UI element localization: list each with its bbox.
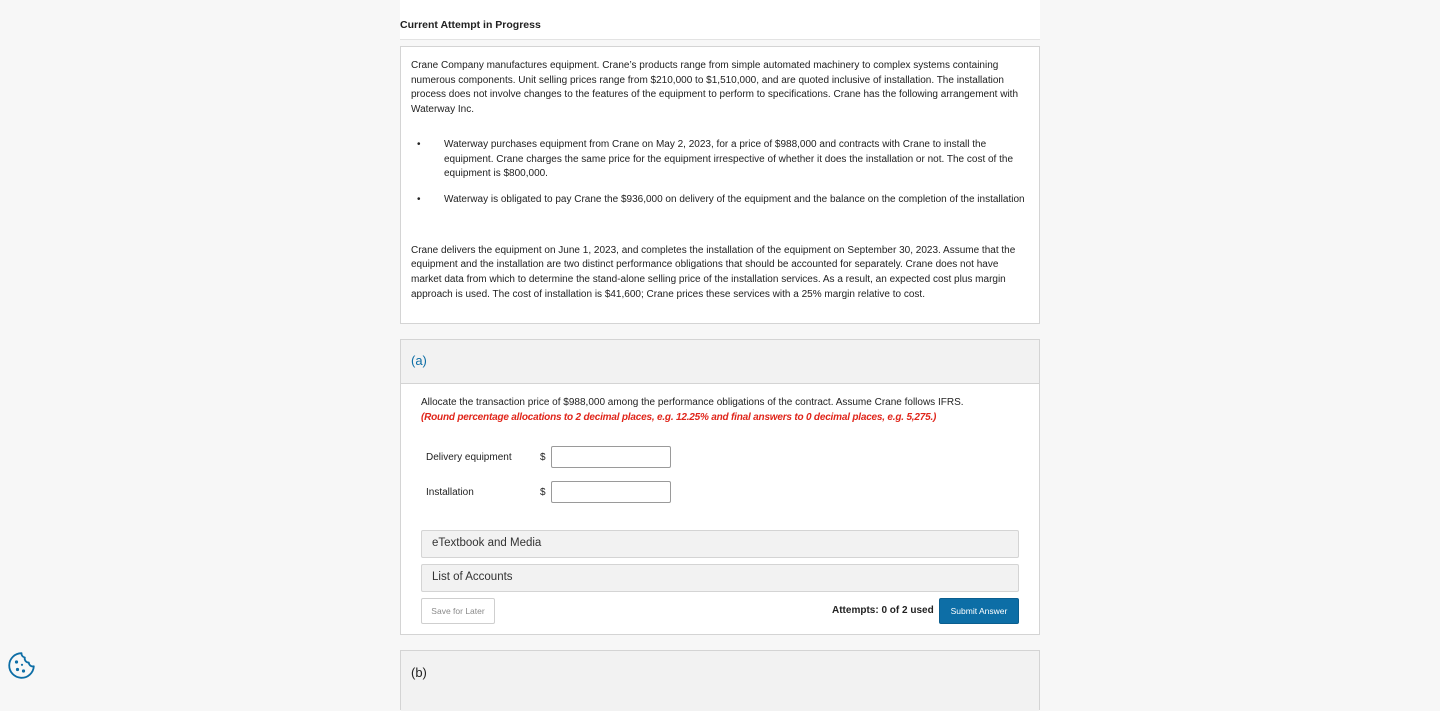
- attempt-title: Current Attempt in Progress: [400, 19, 541, 31]
- problem-intro: Crane Company manufactures equipment. Crane’s products range from simple automated machinery to complex systems containing numerous components. Unit selling prices range from $210,000 to $1,510,000, and are quoted inclusive of installation. The installation process does not involve changes to the features of the equipment to perform to specifications. Crane has the following arrangement with Waterway Inc.: [411, 60, 1019, 116]
- rounding-note: (Round percentage allocations to 2 decimal places, e.g. 12.25% and final answers to 0 decimal places, e.g. 5,275.): [421, 412, 937, 423]
- part-a-label: (a): [411, 353, 427, 368]
- part-a-panel: [400, 339, 1040, 635]
- bullet-icon: •: [417, 138, 421, 150]
- part-b-panel: [400, 650, 1040, 710]
- cookie-icon[interactable]: [7, 651, 36, 680]
- submit-answer-button[interactable]: Submit Answer: [939, 598, 1019, 624]
- bullet-text: Waterway purchases equipment from Crane on May 2, 2023, for a price of $988,000 and contracts with Crane to install the equipment. Crane charges the same price for the equipment irrespective of whether it does the installation or not. The cost of the equipment is $800,000.: [444, 138, 1014, 180]
- installation-label: Installation: [426, 486, 474, 498]
- part-b-label: (b): [411, 665, 427, 680]
- save-for-later-button[interactable]: Save for Later: [421, 598, 495, 624]
- attempt-bar: [400, 0, 1040, 40]
- currency-symbol: $: [540, 486, 546, 498]
- main-column: [400, 0, 1040, 680]
- list-item: [417, 193, 1029, 208]
- installation-input[interactable]: [551, 481, 671, 503]
- bullet-icon: •: [417, 193, 421, 205]
- etextbook-media-label: eTextbook and Media: [432, 537, 542, 549]
- etextbook-media-bar[interactable]: [421, 530, 1019, 558]
- part-a-body: [401, 384, 1039, 425]
- delivery-equipment-row: [426, 446, 671, 468]
- problem-bullet-list: [411, 138, 1029, 208]
- bullet-text: Waterway is obligated to pay Crane the $936,000 on delivery of the equipment and the balance on the completion of the installation: [444, 193, 1025, 205]
- attempts-counter: Attempts: 0 of 2 used: [832, 605, 934, 616]
- list-item: [417, 138, 1029, 182]
- part-b-header[interactable]: [401, 651, 1039, 711]
- part-a-instruction: Allocate the transaction price of $988,000 among the performance obligations of the contract. Assume Crane follows IFRS.: [421, 397, 964, 408]
- delivery-equipment-label: Delivery equipment: [426, 451, 512, 463]
- currency-symbol: $: [540, 451, 546, 463]
- delivery-equipment-input[interactable]: [551, 446, 671, 468]
- cookie-icon-graphic: [7, 651, 36, 680]
- problem-closing: Crane delivers the equipment on June 1, 2023, and completes the installation of the equipment on September 30, 2023. Assume that the equipment and the installation are two distinct performance obligations that should be accounted for separately. Crane does not have market data from which to determine the stand-alone selling price of the installation services. As a result, an expected cost plus margin approach is used. The cost of installation is $41,600; Crane prices these services with a 25% margin relative to cost.: [411, 244, 1016, 300]
- list-of-accounts-bar[interactable]: [421, 564, 1019, 592]
- list-of-accounts-label: List of Accounts: [432, 571, 513, 583]
- problem-statement: [400, 46, 1040, 324]
- part-a-header: [401, 340, 1039, 384]
- installation-row: [426, 481, 671, 503]
